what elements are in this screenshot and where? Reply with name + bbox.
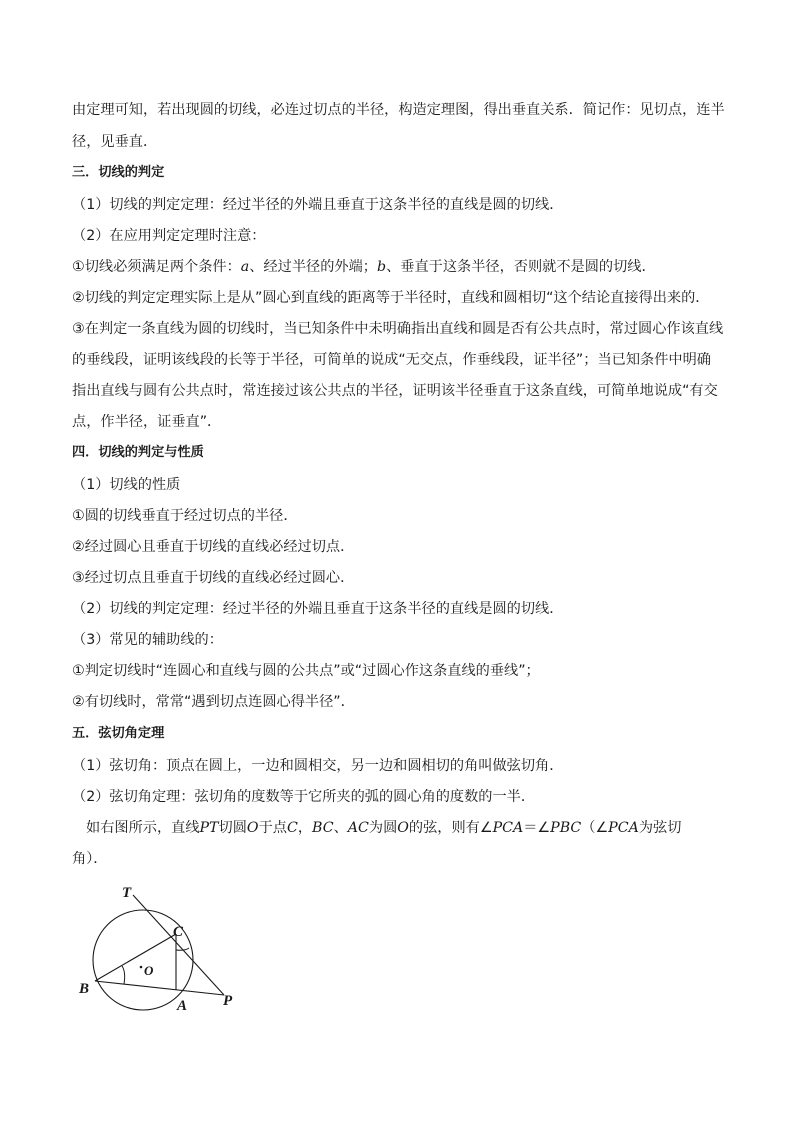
sec3-item-3-line-1: ③在判定一条直线为圆的切线时，当已知条件中未明确指出直线和圆是否有公共点时，常过圆心作该直线 [72,321,724,337]
sec4-p3-item-2: ②有切线时，常常“遇到切点连圆心得半径”． [72,694,355,710]
sec5-example-line-1: 如右图所示，直线PT切圆O于点C，BC、AC为圆O的弦，则有∠PCA＝∠PBC（∠PCA为弦切 [86,820,682,836]
label-a: A [177,998,188,1014]
center-point-o [140,966,143,969]
sec5-paragraph-1: （1）弦切角：顶点在圆上，一边和圆相交，另一边和圆相切的角叫做弦切角． [72,758,564,774]
sec3-item-3-line-4: 点，作半径，证垂直”． [72,414,222,430]
sec4-paragraph-1: （1）切线的性质 [72,477,181,493]
sec5-example-line-2: 角）． [72,851,108,867]
sec4-paragraph-2: （2）切线的判定定理：经过半径的外端且垂直于这条半径的直线是圆的切线． [72,601,564,617]
label-c: C [173,924,184,940]
label-p: P [223,993,233,1009]
section-3-heading: 三．切线的判定 [72,165,165,180]
sec4-paragraph-3: （3）常见的辅助线的： [72,632,223,648]
intro-line-1: 由定理可知，若出现圆的切线，必连过切点的半径，构造定理图，得出垂直关系．简记作：见切点，连半 [72,102,725,118]
sec4-p3-item-1: ①判定切线时“连圆心和直线与圆的公共点”或“过圆心作这条直线的垂线”； [72,663,540,679]
section-4-heading: 四．切线的判定与性质 [72,445,204,460]
sec4-p1-item-1: ①圆的切线垂直于经过切点的半径． [72,508,298,524]
tangent-line-tp [133,895,224,995]
sec3-paragraph-1: （1）切线的判定定理：经过半径的外端且垂直于这条半径的直线是圆的切线． [72,197,564,213]
intro-line-2: 径，见垂直． [72,134,158,150]
sec5-paragraph-2: （2）弦切角定理：弦切角的度数等于它所夹的弧的圆心角的度数的一半． [72,789,536,805]
sec3-item-3-line-3: 指出直线与圆有公共点时，常连接过该公共点的半径，证明该半径垂直于这条直线，可简单地说成“有交 [72,383,718,399]
section-5-heading: 五．弦切角定理 [72,726,165,741]
angle-mark-pbc [122,966,125,984]
secant-line-bp [95,981,224,995]
label-o: O [144,963,154,978]
label-b: B [79,981,90,997]
sec3-item-3-line-2: 的垂线段，证明该线段的长等于半径，可简单的说成“无交点，作垂线段，证半径”；当已知条件中明确 [72,352,711,368]
sec3-paragraph-2: （2）在应用判定定理时注意： [72,228,266,244]
sec4-p1-item-3: ③经过切点且垂直于切线的直线必经过圆心． [72,570,355,586]
sec3-item-2: ②切线的判定定理实际上是从”圆心到直线的距离等于半径时，直线和圆相切“这个结论直接得出来的． [72,290,710,306]
chord-bc [95,934,176,981]
sec4-p1-item-2: ②经过圆心且垂直于切线的直线必经过切点． [72,539,355,555]
label-t: T [122,885,132,901]
sec3-item-1: ①切线必须满足两个条件：a、经过半径的外端；b、垂直于这条半径，否则就不是圆的切线． [72,259,656,275]
